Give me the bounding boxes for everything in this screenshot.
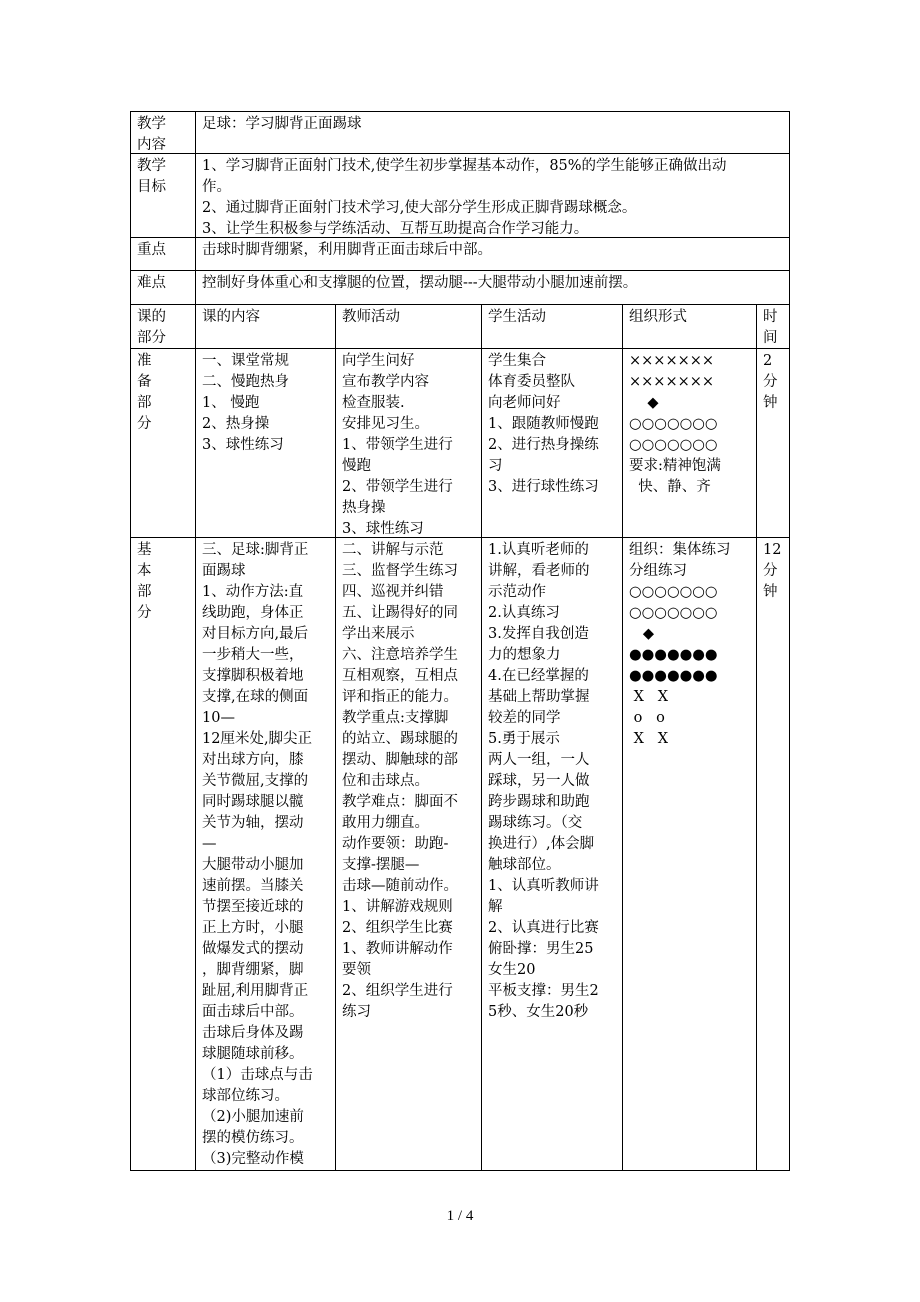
- text-line: 学出来展示: [342, 626, 415, 642]
- text-line: 习: [488, 458, 503, 474]
- text-line: X X: [629, 689, 669, 705]
- text-line: 课的: [137, 309, 166, 325]
- text-line: 慢跑: [342, 458, 371, 474]
- header-part-cell: [130, 304, 195, 348]
- content-text-cell: [195, 111, 790, 153]
- text-line: 1.认真听老师的: [488, 542, 589, 558]
- header-student-cell: [481, 304, 622, 348]
- text-line: 同时踢球腿以髋: [202, 794, 304, 810]
- text-line: 分组练习: [629, 563, 687, 579]
- header-content-cell: [195, 304, 335, 348]
- text-line: 教师活动: [342, 309, 400, 325]
- text-line: ○○○○○○○: [629, 605, 718, 621]
- text-line: 学生集合: [488, 353, 546, 369]
- text-line: 1、教师讲解动作: [342, 941, 453, 957]
- text-line: 要求:精神饱满: [629, 458, 721, 474]
- text-line: ○○○○○○○: [629, 437, 718, 453]
- header-teacher-cell: [335, 304, 481, 348]
- basic-time-cell: [756, 537, 790, 1171]
- content-label-cell: [130, 111, 195, 153]
- text-line: 向老师问好: [488, 395, 561, 411]
- difficulty-label-cell: [130, 270, 195, 304]
- text-line: 控制好身体重心和支撑腿的位置，摆动腿---大腿带动小腿加速前摆。: [202, 275, 638, 291]
- text-line: 时: [763, 309, 778, 325]
- text-line: 钟: [763, 584, 778, 600]
- text-line: 教学: [137, 116, 166, 132]
- text-line: 1、认真听教师讲: [488, 878, 599, 894]
- text-line: 正上方时，小腿: [202, 920, 304, 936]
- text-line: 较差的同学: [488, 710, 561, 726]
- text-line: 部: [137, 395, 152, 411]
- text-line: 二、讲解与示范: [342, 542, 444, 558]
- text-line: 位和击球点。: [342, 773, 429, 789]
- text-line: 钟: [763, 395, 778, 411]
- text-line: 准: [137, 353, 152, 369]
- text-line: 学生活动: [488, 309, 546, 325]
- text-line: 对目标方向,最后: [202, 626, 309, 642]
- text-line: （3)完整动作模: [202, 1151, 304, 1167]
- text-line: 踢球练习。（交: [488, 815, 583, 831]
- text-line: ◆: [629, 395, 659, 411]
- text-line: 面击球后中部。: [202, 1004, 304, 1020]
- text-line: 五、让踢得好的同: [342, 605, 458, 621]
- text-line: 2、认真进行比赛: [488, 920, 599, 936]
- text-line: 2.认真练习: [488, 605, 560, 621]
- basic-student-cell: [481, 537, 622, 1171]
- text-line: 踩球，另一人做: [488, 773, 590, 789]
- text-line: 趾屈,利用脚背正: [202, 983, 309, 999]
- text-line: 四、巡视并纠错: [342, 584, 444, 600]
- text-line: 俯卧撑：男生25: [488, 941, 594, 957]
- text-line: 难点: [137, 275, 166, 291]
- text-line: 分: [763, 563, 778, 579]
- text-line: 触球部位。: [488, 857, 561, 873]
- text-line: 大腿带动小腿加: [202, 857, 304, 873]
- text-line: （2)小腿加速前: [202, 1109, 304, 1125]
- text-line: 1、跟随教师慢跑: [488, 416, 599, 432]
- text-line: 示范动作: [488, 584, 546, 600]
- text-line: —: [202, 836, 217, 852]
- text-line: 作。: [202, 179, 231, 195]
- text-line: 六、注意培养学生: [342, 647, 458, 663]
- text-line: 2、带领学生进行: [342, 479, 453, 495]
- text-line: 体育委员整队: [488, 374, 575, 390]
- text-line: 向学生问好: [342, 353, 415, 369]
- header-time-cell: [756, 304, 790, 348]
- header-org-cell: [622, 304, 756, 348]
- prep-org-cell: [622, 348, 756, 537]
- text-line: 备: [137, 374, 152, 390]
- text-line: 球部位练习。: [202, 1088, 289, 1104]
- text-line: 分: [137, 416, 152, 432]
- text-line: 足球：学习脚背正面踢球: [202, 116, 362, 132]
- text-line: 击球—随前动作。: [342, 878, 458, 894]
- goals-label-cell: [130, 153, 195, 237]
- text-line: 敢用力绷直。: [342, 815, 429, 831]
- text-line: 内容: [137, 137, 166, 153]
- text-line: 关节微屈,支撑的: [202, 773, 309, 789]
- text-line: 3、球性练习: [202, 437, 284, 453]
- prep-student-cell: [481, 348, 622, 537]
- text-line: 12: [763, 542, 782, 558]
- text-line: X X: [629, 731, 669, 747]
- text-line: 4.在已经掌握的: [488, 668, 589, 684]
- text-line: 目标: [137, 179, 166, 195]
- text-line: 1、带领学生进行: [342, 437, 453, 453]
- text-line: 一步稍大一些，: [202, 647, 304, 663]
- text-line: 2、通过脚背正面射门技术学习,使大部分学生形成正脚背踢球概念。: [202, 200, 637, 216]
- text-line: 本: [137, 563, 152, 579]
- text-line: 热身操: [342, 500, 386, 516]
- text-line: ，脚背绷紧，脚: [202, 962, 304, 978]
- text-line: ○○○○○○○: [629, 416, 718, 432]
- text-line: 评和指正的能力。: [342, 689, 458, 705]
- text-line: 1、讲解游戏规则: [342, 899, 453, 915]
- text-line: 部分: [137, 330, 166, 346]
- text-line: 击球后身体及踢: [202, 1025, 304, 1041]
- text-line: 重点: [137, 242, 166, 258]
- text-line: ○○○○○○○: [629, 584, 718, 600]
- text-line: （1）击球点与击: [202, 1067, 313, 1083]
- text-line: 支撑,在球的侧面: [202, 689, 309, 705]
- text-line: 对出球方向，膝: [202, 752, 304, 768]
- text-line: 两人一组，一人: [488, 752, 590, 768]
- basic-content-cell: [195, 537, 335, 1171]
- prep-content-cell: [195, 348, 335, 537]
- text-line: 2、组织学生比赛: [342, 920, 453, 936]
- text-line: o o: [629, 710, 665, 726]
- text-line: 10—: [202, 710, 235, 726]
- text-line: 1、 慢跑: [202, 395, 260, 411]
- text-line: ●●●●●●●: [629, 668, 718, 684]
- basic-teacher-cell: [335, 537, 481, 1171]
- text-line: 12厘米处,脚尖正: [202, 731, 313, 747]
- text-line: 组织：集体练习: [629, 542, 731, 558]
- text-line: 练习: [342, 1004, 371, 1020]
- text-line: 教学难点：脚面不: [342, 794, 458, 810]
- text-line: 节摆至接近球的: [202, 899, 304, 915]
- text-line: 关节为轴，摆动: [202, 815, 304, 831]
- text-line: 2、热身操: [202, 416, 270, 432]
- text-line: 击球时脚背绷紧，利用脚背正面击球后中部。: [202, 242, 492, 258]
- text-line: 支撑-摆腿—: [342, 857, 420, 873]
- text-line: 安排见习生。: [342, 416, 429, 432]
- prep-time-cell: [756, 348, 790, 537]
- goals-text-cell: [195, 153, 790, 237]
- text-line: 3.发挥自我创造: [488, 626, 589, 642]
- text-line: 解: [488, 899, 503, 915]
- basic-part-cell: [130, 537, 195, 1171]
- text-line: 快、静、齐: [629, 479, 711, 495]
- text-line: 宣布教学内容: [342, 374, 429, 390]
- text-line: 的站立、踢球腿的: [342, 731, 458, 747]
- page-number: 1 / 4: [446, 1208, 474, 1224]
- text-line: 跨步踢球和助跑: [488, 794, 590, 810]
- text-line: 2: [763, 353, 773, 369]
- text-line: 教学: [137, 158, 166, 174]
- text-line: 线助跑，身体正: [202, 605, 304, 621]
- text-line: 一、课堂常规: [202, 353, 289, 369]
- text-line: 1、学习脚背正面射门技术,使学生初步掌握基本动作，85%的学生能够正确做出动: [202, 158, 727, 174]
- text-line: 互相观察，互相点: [342, 668, 458, 684]
- text-line: 教学重点:支撑脚: [342, 710, 449, 726]
- text-line: 基: [137, 542, 152, 558]
- prep-part-cell: [130, 348, 195, 537]
- difficulty-text-cell: [195, 270, 790, 304]
- text-line: 摆的模仿练习。: [202, 1130, 304, 1146]
- text-line: 3、让学生积极参与学练活动、互帮互助提高合作学习能力。: [202, 221, 589, 237]
- text-line: 1、动作方法:直: [202, 584, 304, 600]
- text-line: 2、进行热身操练: [488, 437, 599, 453]
- text-line: 组织形式: [629, 309, 687, 325]
- text-line: ×××××××: [629, 353, 715, 369]
- text-line: 面踢球: [202, 563, 246, 579]
- text-line: 间: [763, 330, 778, 346]
- text-line: ◆: [629, 626, 654, 642]
- text-line: 平板支撑：男生2: [488, 983, 599, 999]
- key-text-cell: [195, 237, 790, 270]
- basic-org-cell: [622, 537, 756, 1171]
- text-line: 三、监督学生练习: [342, 563, 458, 579]
- text-line: 力的想象力: [488, 647, 561, 663]
- key-label-cell: [130, 237, 195, 270]
- text-line: 基础上帮助掌握: [488, 689, 590, 705]
- text-line: 换进行）,体会脚: [488, 836, 595, 852]
- text-line: ×××××××: [629, 374, 715, 390]
- text-line: 3、球性练习: [342, 521, 424, 537]
- text-line: 检查服装.: [342, 395, 405, 411]
- text-line: 动作要领：助跑-: [342, 836, 449, 852]
- text-line: 球腿随球前移。: [202, 1046, 304, 1062]
- text-line: 讲解，看老师的: [488, 563, 590, 579]
- text-line: 二、慢跑热身: [202, 374, 289, 390]
- text-line: 课的内容: [202, 309, 260, 325]
- text-line: 分: [763, 374, 778, 390]
- text-line: 分: [137, 605, 152, 621]
- text-line: 做爆发式的摆动: [202, 941, 304, 957]
- text-line: 2、组织学生进行: [342, 983, 453, 999]
- text-line: 部: [137, 584, 152, 600]
- text-line: 支撑脚积极着地: [202, 668, 304, 684]
- prep-teacher-cell: [335, 348, 481, 537]
- text-line: ●●●●●●●: [629, 647, 718, 663]
- text-line: 要领: [342, 962, 371, 978]
- text-line: 摆动、脚触球的部: [342, 752, 458, 768]
- text-line: 女生20: [488, 962, 536, 978]
- text-line: 5秒、女生20秒: [488, 1004, 589, 1020]
- text-line: 速前摆。当膝关: [202, 878, 304, 894]
- text-line: 三、足球:脚背正: [202, 542, 309, 558]
- text-line: 5.勇于展示: [488, 731, 560, 747]
- text-line: 3、进行球性练习: [488, 479, 599, 495]
